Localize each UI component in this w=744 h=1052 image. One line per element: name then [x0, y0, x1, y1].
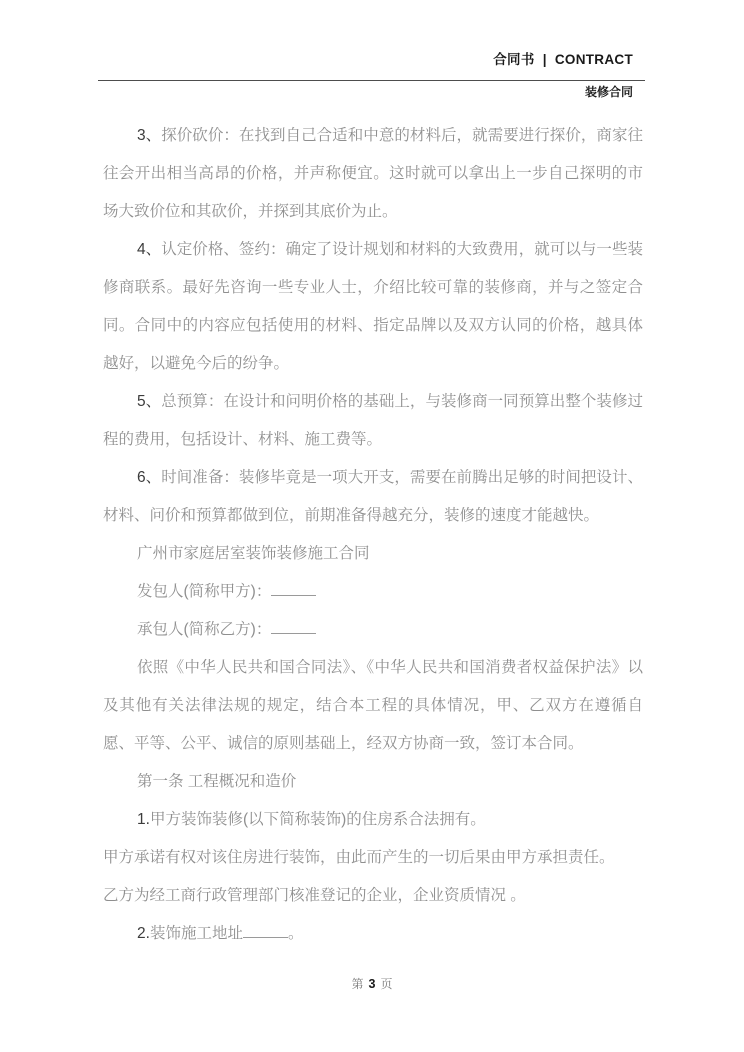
header-subtitle: 装修合同	[584, 85, 633, 99]
paragraph	[103, 801, 643, 839]
paragraph	[103, 763, 643, 801]
paragraph-text: 总预算：在设计和问明价格的基础上，与装修商一同预算出整个装修过程的费用，包括设计、材料、施工费等。	[103, 393, 643, 448]
paragraph-text: 发包人(简称甲方)：	[137, 583, 272, 600]
paragraph-number: 4、	[137, 241, 162, 258]
paragraph	[103, 231, 643, 383]
paragraph	[103, 535, 643, 573]
paragraph	[103, 839, 643, 877]
paragraph	[103, 573, 643, 611]
footer-suffix: 页	[380, 977, 393, 991]
paragraph-suffix: 。	[287, 925, 304, 942]
paragraph-text: 依照《中华人民共和国合同法》、《中华人民共和国消费者权益保护法》以及其他有关法律法规的规定，结合本工程的具体情况，甲、乙双方在遵循自愿、平等、公平、诚信的原则基础上，经双方协商一致，签订本合同。	[103, 659, 643, 752]
fill-in-blank	[271, 619, 316, 634]
paragraph-text: 认定价格、签约：确定了设计规划和材料的大致费用，就可以与一些装修商联系。最好先咨询一些专业人士，介绍比较可靠的装修商，并与之签定合同。合同中的内容应包括使用的材料、指定品牌以及双方认同的价格，越具体越好，以避免今后的纷争。	[103, 241, 643, 372]
header-title-separator: |	[542, 52, 547, 67]
page-footer	[0, 976, 744, 992]
paragraph-text: 时间准备：装修毕竟是一项大开支，需要在前腾出足够的时间把设计、材料、问价和预算都做到位，前期准备得越充分，装修的速度才能越快。	[103, 469, 643, 524]
paragraph-number: 5、	[137, 393, 162, 410]
paragraph-number: 1.	[137, 811, 150, 828]
header-title-en: CONTRACT	[554, 52, 633, 67]
paragraph-number: 6、	[137, 469, 162, 486]
paragraph	[103, 117, 643, 231]
paragraph-text: 装饰施工地址	[149, 925, 243, 942]
paragraph	[103, 611, 643, 649]
paragraph-text: 乙方为经工商行政管理部门核准登记的企业，企业资质情况 。	[103, 887, 526, 904]
footer-prefix: 第	[351, 977, 364, 991]
paragraph	[103, 915, 643, 953]
paragraph	[103, 383, 643, 459]
paragraph-text: 探价砍价：在找到自己合适和中意的材料后，就需要进行探价，商家往往会开出相当高昂的价格，并声称便宜。这时就可以拿出上一步自己探明的市场大致价位和其砍价，并探到其底价为止。	[103, 127, 643, 220]
paragraph	[103, 649, 643, 763]
header-divider-rule	[98, 80, 645, 81]
page-header	[98, 52, 645, 99]
paragraph-text: 第一条 工程概况和造价	[137, 773, 297, 790]
paragraph-number: 3、	[137, 127, 162, 144]
header-title-zh: 合同书	[493, 52, 535, 67]
paragraph-number: 2.	[137, 925, 150, 942]
paragraph-text: 甲方装饰装修(以下简称装饰)的住房系合法拥有。	[149, 811, 486, 828]
paragraph	[103, 459, 643, 535]
paragraph	[103, 877, 643, 915]
paragraph-text: 甲方承诺有权对该住房进行装饰，由此而产生的一切后果由甲方承担责任。	[103, 849, 615, 866]
document-body	[103, 117, 643, 953]
paragraph-text: 广州市家庭居室装饰装修施工合同	[137, 545, 370, 562]
footer-page-number: 3	[368, 977, 376, 991]
fill-in-blank	[243, 923, 288, 938]
paragraph-text: 承包人(简称乙方)：	[137, 621, 272, 638]
fill-in-blank	[271, 581, 316, 596]
header-title	[98, 52, 645, 68]
